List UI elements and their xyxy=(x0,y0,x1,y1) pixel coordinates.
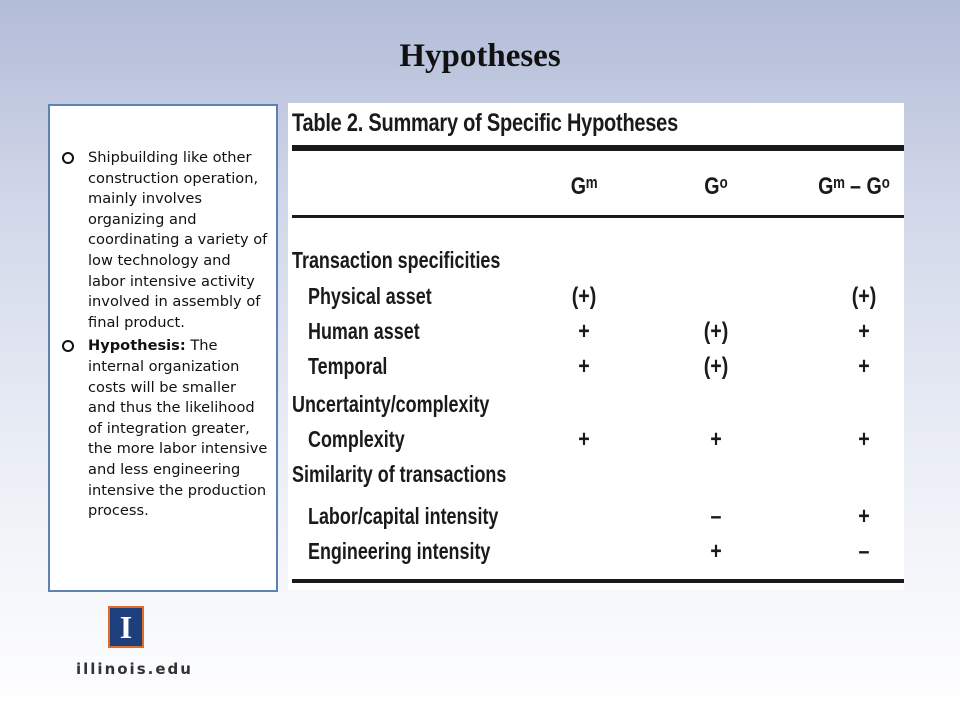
bullet-text: Shipbuilding like other construction operation, mainly involves organizing and coordinating a variety of low technology and labor intensive activity involved in assembly of final product. xyxy=(88,149,268,331)
table-cell: + xyxy=(710,538,722,565)
table-cell: – xyxy=(710,503,722,530)
illinois-logo xyxy=(108,606,144,648)
table-cell: (+) xyxy=(703,353,729,380)
row-label: Temporal xyxy=(308,353,388,379)
table-cell: + xyxy=(858,353,870,380)
row-label: Similarity of transactions xyxy=(292,461,507,487)
bullet-item xyxy=(58,148,268,333)
text-panel xyxy=(48,104,278,592)
row-label: Physical asset xyxy=(308,283,432,309)
block-i-icon: I xyxy=(119,609,133,645)
table-cell: + xyxy=(578,353,590,380)
row-label: Uncertainty/complexity xyxy=(292,391,490,417)
table-cell: – xyxy=(858,538,870,565)
row-label: Complexity xyxy=(308,426,405,452)
bullet-bold-lead: Hypothesis: xyxy=(88,337,186,355)
column-header: Gᵒ xyxy=(704,173,728,200)
table-cell: (+) xyxy=(703,318,729,345)
row-label: Labor/capital intensity xyxy=(308,503,499,529)
column-header: Gᵐ – Gᵒ xyxy=(818,173,890,200)
table-cell: (+) xyxy=(571,283,597,310)
table-cell: + xyxy=(858,318,870,345)
table-cell: + xyxy=(858,426,870,453)
table-cell: + xyxy=(710,426,722,453)
circle-bullet-icon xyxy=(62,340,74,352)
site-name: illinois.edu xyxy=(76,660,193,678)
table-rule-header xyxy=(292,215,904,218)
table-rule-top xyxy=(292,145,904,151)
bullet-text: The internal organization costs will be smaller and thus the likelihood of integration greater, the more labor intensive and less engineering intensive the production process. xyxy=(88,337,268,520)
circle-bullet-icon xyxy=(62,152,74,164)
table-caption: Table 2. Summary of Specific Hypotheses xyxy=(292,109,678,137)
slide-title: Hypotheses xyxy=(399,38,561,74)
column-header: Gᵐ xyxy=(570,173,598,200)
row-label: Engineering intensity xyxy=(308,538,491,564)
hypotheses-table xyxy=(288,103,904,590)
table-cell: + xyxy=(578,318,590,345)
table-rule-bottom xyxy=(292,579,904,583)
bullet-item xyxy=(58,336,268,521)
row-label: Transaction specificities xyxy=(292,247,501,273)
table-cell: + xyxy=(858,503,870,530)
row-label: Human asset xyxy=(308,318,420,344)
table-cell: (+) xyxy=(851,283,877,310)
table-cell: + xyxy=(578,426,590,453)
